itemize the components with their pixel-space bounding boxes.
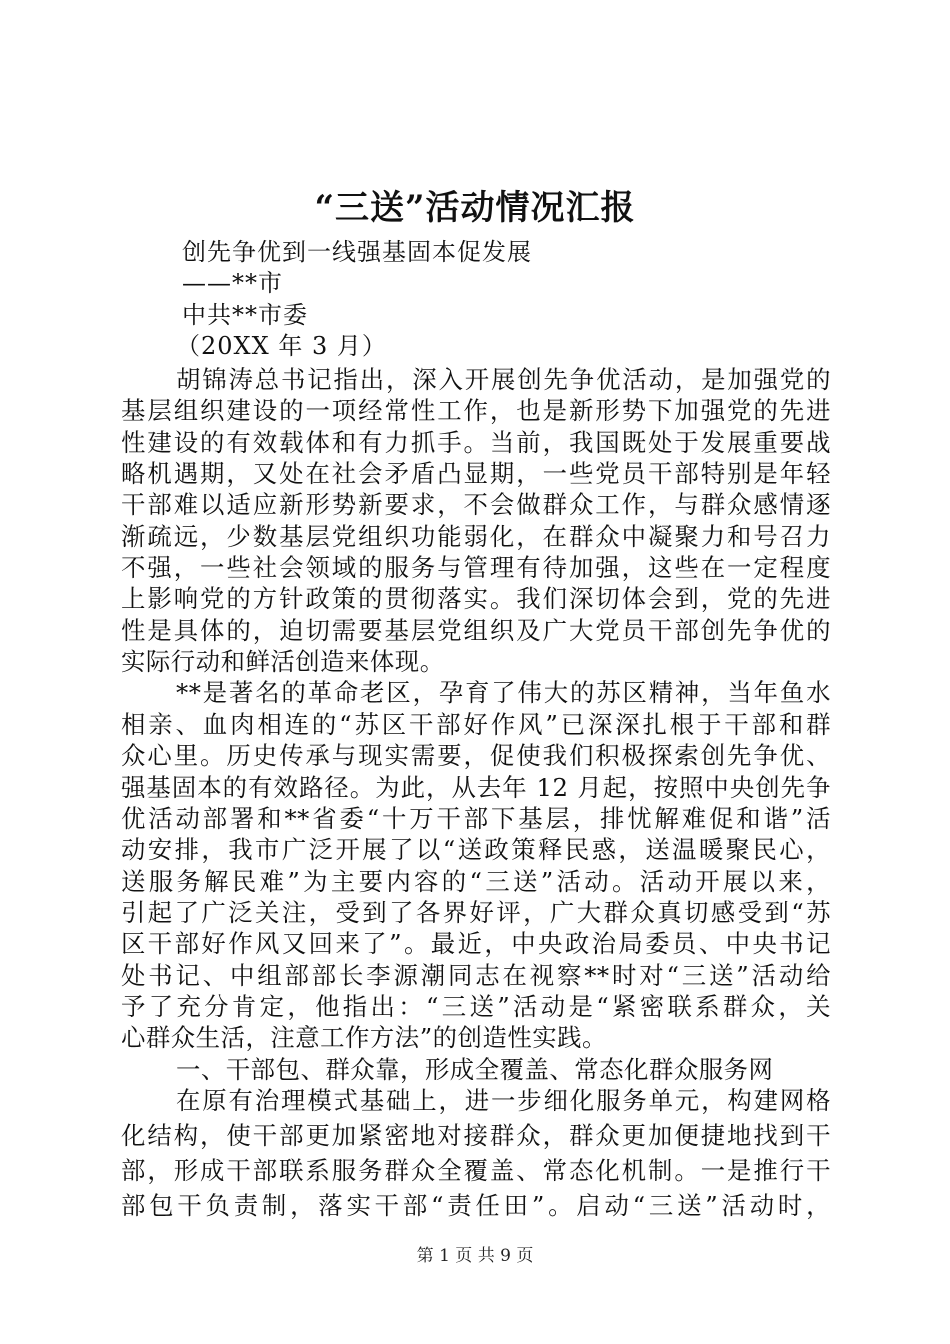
document-author: 中共**市委 bbox=[182, 301, 308, 329]
paragraph-line: 优活动部署和**省委“十万干部下基层，排忧解难促和谐”活 bbox=[121, 803, 831, 833]
section-heading: 一、干部包、群众靠，形成全覆盖、常态化群众服务网 bbox=[176, 1054, 774, 1084]
paragraph-line: 部，形成干部联系服务群众全覆盖、常态化机制。一是推行干 bbox=[121, 1156, 831, 1185]
document-title: “三送”活动情况汇报 bbox=[314, 188, 636, 228]
paragraph-line: 性是具体的，迫切需要基层党组织及广大党员干部创先争优的 bbox=[121, 615, 831, 645]
paragraph-line: 基层组织建设的一项经常性工作，也是新形势下加强党的先进 bbox=[121, 396, 831, 426]
paragraph-line: 部包干负责制，落实干部“责任田”。启动“三送”活动时， bbox=[121, 1191, 831, 1220]
document-date: （20XX 年 3 月） bbox=[176, 332, 387, 360]
paragraph-line: **是著名的革命老区，孕育了伟大的苏区精神，当年鱼水 bbox=[176, 678, 831, 708]
attribution-city: ——**市 bbox=[182, 269, 283, 297]
paragraph-line: 上影响党的方针政策的贯彻落实。我们深切体会到，党的先进 bbox=[121, 584, 831, 614]
paragraph-line: 予了充分肯定，他指出：“三送”活动是“紧密联系群众，关 bbox=[121, 991, 831, 1021]
paragraph-line: 性建设的有效载体和有力抓手。当前，我国既处于发展重要战 bbox=[121, 427, 831, 457]
paragraph-line: 区干部好作风又回来了”。最近，中央政治局委员、中央书记 bbox=[121, 929, 831, 959]
paragraph-line: 动安排，我市广泛开展了以“送政策释民惑，送温暖聚民心， bbox=[121, 835, 831, 865]
paragraph-line: 渐疏远，少数基层党组织功能弱化，在群众中凝聚力和号召力 bbox=[121, 521, 831, 551]
paragraph-line: 略机遇期，又处在社会矛盾凸显期，一些党员干部特别是年轻 bbox=[121, 459, 831, 489]
document-subtitle: 创先争优到一线强基固本促发展 bbox=[182, 238, 532, 266]
page-footer: 第 1 页 共 9 页 bbox=[416, 1246, 534, 1266]
paragraph-line: 送服务解民难”为主要内容的“三送”活动。活动开展以来， bbox=[121, 866, 831, 896]
paragraph-line: 不强，一些社会领域的服务与管理有待加强，这些在一定程度 bbox=[121, 553, 831, 583]
paragraph-line: 众心里。历史传承与现实需要，促使我们积极探索创先争优、 bbox=[121, 741, 831, 771]
paragraph-line: 强基固本的有效路径。为此，从去年 12 月起，按照中央创先争 bbox=[121, 772, 831, 802]
paragraph-line: 化结构，使干部更加紧密地对接群众，群众更加便捷地找到干 bbox=[121, 1121, 831, 1150]
paragraph-line: 实际行动和鲜活创造来体现。 bbox=[121, 647, 445, 677]
paragraph-line: 心群众生活，注意工作方法”的创造性实践。 bbox=[121, 1023, 607, 1053]
paragraph-line: 干部难以适应新形势新要求，不会做群众工作，与群众感情逐 bbox=[121, 490, 831, 520]
paragraph-line: 相亲、血肉相连的“苏区干部好作风”已深深扎根于干部和群 bbox=[121, 709, 831, 739]
paragraph-line: 引起了广泛关注，受到了各界好评，广大群众真切感受到“苏 bbox=[121, 897, 831, 927]
paragraph-line: 胡锦涛总书记指出，深入开展创先争优活动，是加强党的 bbox=[176, 365, 831, 394]
paragraph-line: 在原有治理模式基础上，进一步细化服务单元，构建网格 bbox=[176, 1086, 831, 1115]
paragraph-line: 处书记、中组部部长李源潮同志在视察**时对“三送”活动给 bbox=[121, 960, 831, 990]
